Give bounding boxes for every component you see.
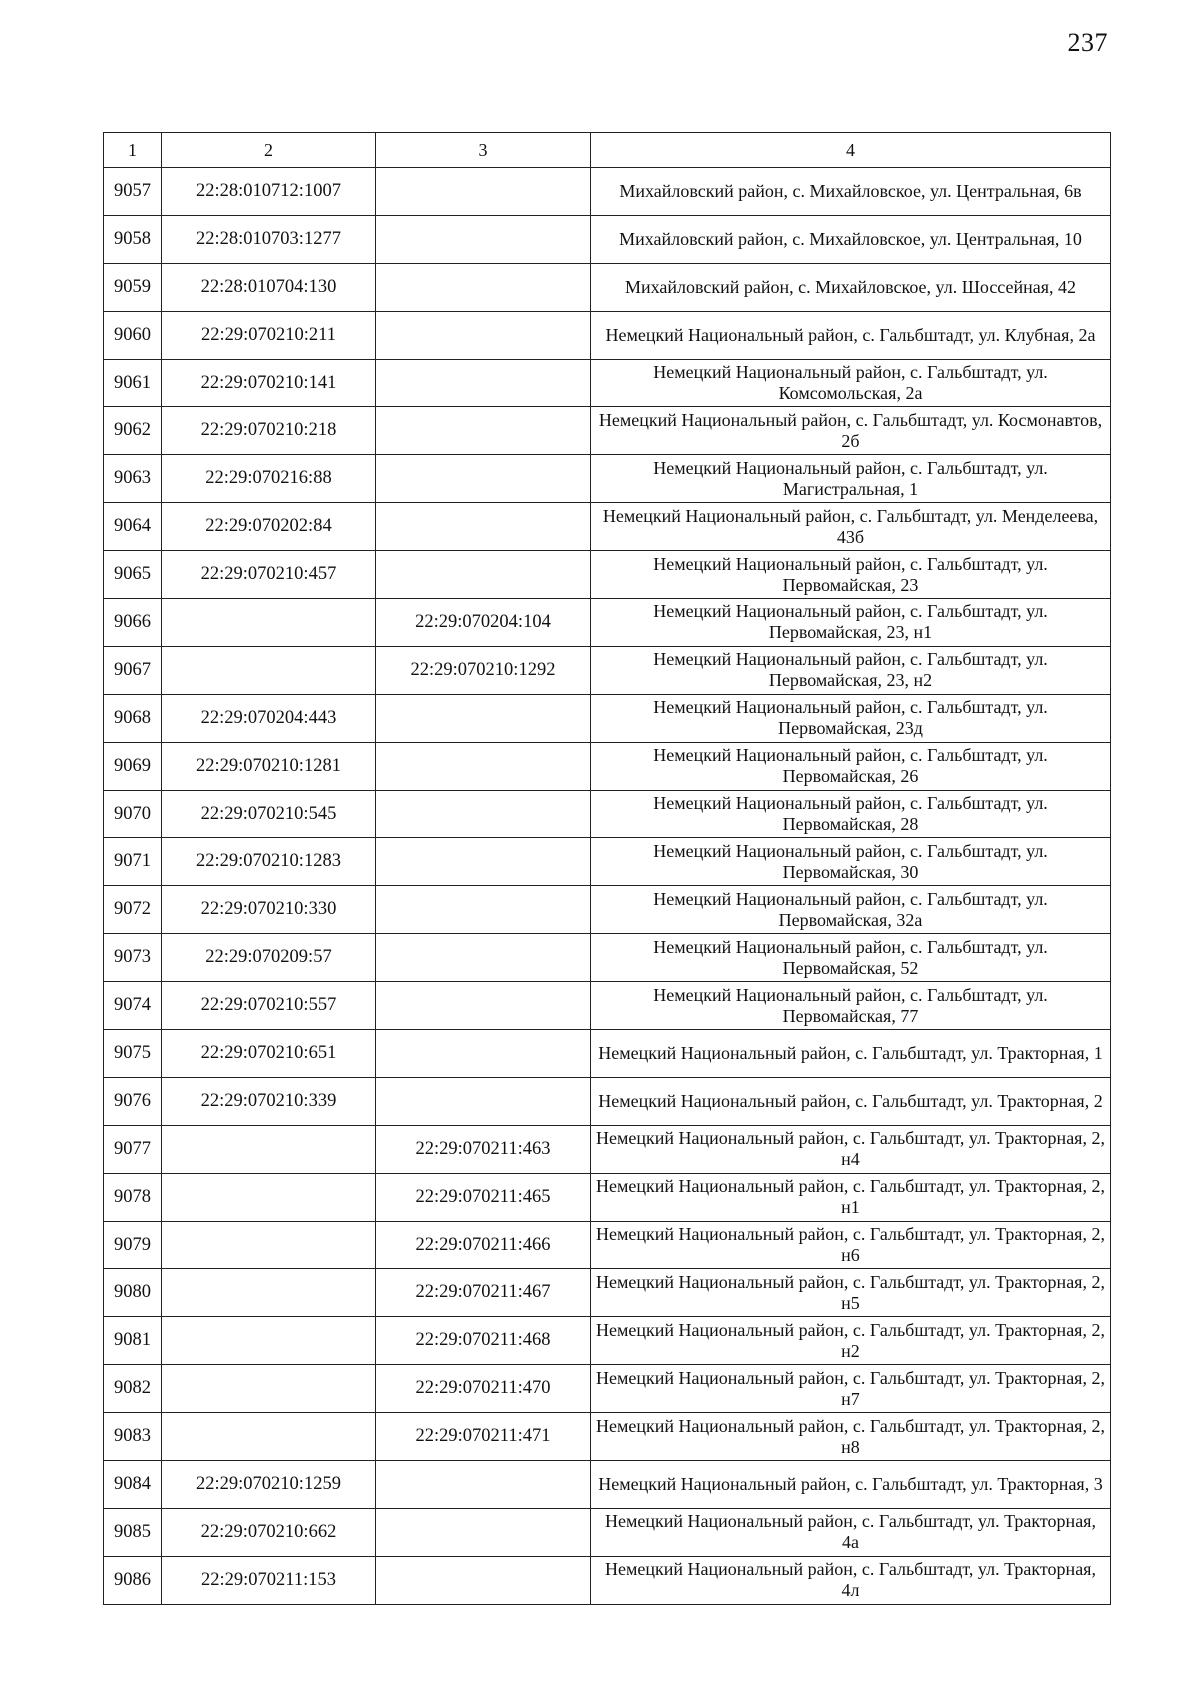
table-row xyxy=(104,215,1111,263)
address-cell: Немецкий Национальный район, с. Гальбштадт, ул. Первомайская, 23, н1 xyxy=(591,599,1111,647)
address-cell: Немецкий Национальный район, с. Гальбштадт, ул. Первомайская, 52 xyxy=(591,934,1111,982)
address-cell: Немецкий Национальный район, с. Гальбштадт, ул. Первомайская, 23 xyxy=(591,551,1111,599)
table-row xyxy=(104,599,1111,647)
table-row xyxy=(104,694,1111,742)
table-header xyxy=(104,133,1111,168)
row-number-cell: 9058 xyxy=(104,215,162,263)
table-row xyxy=(104,1221,1111,1269)
row-number-cell: 9084 xyxy=(104,1461,162,1509)
cadastral-number-alt-cell xyxy=(376,263,591,311)
column-header-4: 4 xyxy=(591,133,1111,168)
cadastral-number-cell xyxy=(162,1125,376,1173)
cadastral-number-alt-cell xyxy=(376,503,591,551)
address-cell: Немецкий Национальный район, с. Гальбштадт, ул. Тракторная, 4а xyxy=(591,1508,1111,1556)
cadastral-number-cell xyxy=(162,1365,376,1413)
address-cell: Немецкий Национальный район, с. Гальбштадт, ул. Первомайская, 23д xyxy=(591,694,1111,742)
cadastral-number-cell xyxy=(162,1317,376,1365)
address-cell: Немецкий Национальный район, с. Гальбштадт, ул. Клубная, 2а xyxy=(591,311,1111,359)
cadastral-number-alt-cell xyxy=(376,1508,591,1556)
row-number-cell: 9076 xyxy=(104,1077,162,1125)
table-row xyxy=(104,1556,1111,1604)
cadastral-number-alt-cell: 22:29:070211:470 xyxy=(376,1365,591,1413)
cadastral-number-cell: 22:29:070210:1283 xyxy=(162,838,376,886)
cadastral-number-alt-cell xyxy=(376,934,591,982)
column-header-1: 1 xyxy=(104,133,162,168)
cadastral-number-cell: 22:29:070216:88 xyxy=(162,455,376,503)
cadastral-number-cell: 22:29:070210:1281 xyxy=(162,742,376,790)
cadastral-number-cell xyxy=(162,1221,376,1269)
cadastral-number-cell: 22:28:010704:130 xyxy=(162,263,376,311)
cadastral-number-alt-cell xyxy=(376,359,591,407)
table-row xyxy=(104,407,1111,455)
table-row xyxy=(104,1365,1111,1413)
column-header-3: 3 xyxy=(376,133,591,168)
row-number-cell: 9057 xyxy=(104,168,162,216)
cadastral-number-alt-cell: 22:29:070211:466 xyxy=(376,1221,591,1269)
cadastral-number-alt-cell: 22:29:070211:467 xyxy=(376,1269,591,1317)
table-row xyxy=(104,1508,1111,1556)
cadastral-number-alt-cell xyxy=(376,838,591,886)
address-cell: Немецкий Национальный район, с. Гальбштадт, ул. Комсомольская, 2а xyxy=(591,359,1111,407)
cadastral-number-alt-cell: 22:29:070211:471 xyxy=(376,1413,591,1461)
row-number-cell: 9085 xyxy=(104,1508,162,1556)
table-row xyxy=(104,455,1111,503)
cadastral-number-cell xyxy=(162,599,376,647)
cadastral-number-cell: 22:29:070202:84 xyxy=(162,503,376,551)
address-cell: Немецкий Национальный район, с. Гальбштадт, ул. Магистральная, 1 xyxy=(591,455,1111,503)
row-number-cell: 9072 xyxy=(104,886,162,934)
address-cell: Немецкий Национальный район, с. Гальбштадт, ул. Тракторная, 2, н5 xyxy=(591,1269,1111,1317)
cadastral-number-alt-cell xyxy=(376,551,591,599)
address-cell: Немецкий Национальный район, с. Гальбштадт, ул. Тракторная, 2, н1 xyxy=(591,1173,1111,1221)
header-row xyxy=(104,133,1111,168)
cadastral-number-cell: 22:29:070210:218 xyxy=(162,407,376,455)
row-number-cell: 9074 xyxy=(104,982,162,1030)
cadastral-number-cell: 22:29:070210:662 xyxy=(162,1508,376,1556)
row-number-cell: 9071 xyxy=(104,838,162,886)
row-number-cell: 9066 xyxy=(104,599,162,647)
row-number-cell: 9069 xyxy=(104,742,162,790)
table-row xyxy=(104,886,1111,934)
table-row xyxy=(104,168,1111,216)
cadastral-number-cell xyxy=(162,646,376,694)
cadastral-number-alt-cell xyxy=(376,1556,591,1604)
cadastral-number-alt-cell xyxy=(376,886,591,934)
table-row xyxy=(104,982,1111,1030)
address-cell: Немецкий Национальный район, с. Гальбштадт, ул. Тракторная, 4л xyxy=(591,1556,1111,1604)
cadastral-number-alt-cell: 22:29:070204:104 xyxy=(376,599,591,647)
row-number-cell: 9063 xyxy=(104,455,162,503)
cadastral-number-cell: 22:29:070210:141 xyxy=(162,359,376,407)
table-row xyxy=(104,1461,1111,1509)
cadastral-number-alt-cell: 22:29:070211:463 xyxy=(376,1125,591,1173)
cadastral-number-alt-cell xyxy=(376,455,591,503)
cadastral-number-cell: 22:29:070211:153 xyxy=(162,1556,376,1604)
table-row xyxy=(104,1125,1111,1173)
cadastral-number-alt-cell xyxy=(376,407,591,455)
column-header-2: 2 xyxy=(162,133,376,168)
address-cell: Немецкий Национальный район, с. Гальбштадт, ул. Первомайская, 28 xyxy=(591,790,1111,838)
cadastral-number-cell xyxy=(162,1173,376,1221)
row-number-cell: 9083 xyxy=(104,1413,162,1461)
cadastral-number-alt-cell xyxy=(376,1030,591,1078)
cadastral-number-cell: 22:28:010712:1007 xyxy=(162,168,376,216)
cadastral-number-alt-cell xyxy=(376,742,591,790)
table-row xyxy=(104,359,1111,407)
cadastral-number-alt-cell xyxy=(376,790,591,838)
row-number-cell: 9077 xyxy=(104,1125,162,1173)
address-cell: Немецкий Национальный район, с. Гальбштадт, ул. Космонавтов, 2б xyxy=(591,407,1111,455)
address-cell: Немецкий Национальный район, с. Гальбштадт, ул. Тракторная, 3 xyxy=(591,1461,1111,1509)
table-row xyxy=(104,1269,1111,1317)
cadastral-number-alt-cell xyxy=(376,1077,591,1125)
address-cell: Немецкий Национальный район, с. Гальбштадт, ул. Первомайская, 26 xyxy=(591,742,1111,790)
row-number-cell: 9070 xyxy=(104,790,162,838)
row-number-cell: 9082 xyxy=(104,1365,162,1413)
address-cell: Немецкий Национальный район, с. Гальбштадт, ул. Тракторная, 2, н7 xyxy=(591,1365,1111,1413)
cadastral-number-cell: 22:29:070210:1259 xyxy=(162,1461,376,1509)
address-cell: Немецкий Национальный район, с. Гальбштадт, ул. Первомайская, 23, н2 xyxy=(591,646,1111,694)
cadastral-number-cell: 22:28:010703:1277 xyxy=(162,215,376,263)
row-number-cell: 9079 xyxy=(104,1221,162,1269)
row-number-cell: 9065 xyxy=(104,551,162,599)
cadastral-number-cell: 22:29:070210:545 xyxy=(162,790,376,838)
cadastral-number-cell: 22:29:070210:457 xyxy=(162,551,376,599)
row-number-cell: 9086 xyxy=(104,1556,162,1604)
table-row xyxy=(104,1317,1111,1365)
address-cell: Немецкий Национальный район, с. Гальбштадт, ул. Тракторная, 2 xyxy=(591,1077,1111,1125)
table-row xyxy=(104,742,1111,790)
cadastral-number-alt-cell: 22:29:070210:1292 xyxy=(376,646,591,694)
page-number: 237 xyxy=(1067,28,1108,57)
table-row xyxy=(104,263,1111,311)
cadastral-number-alt-cell xyxy=(376,694,591,742)
row-number-cell: 9078 xyxy=(104,1173,162,1221)
row-number-cell: 9062 xyxy=(104,407,162,455)
row-number-cell: 9081 xyxy=(104,1317,162,1365)
cadastral-number-alt-cell: 22:29:070211:465 xyxy=(376,1173,591,1221)
cadastral-number-alt-cell: 22:29:070211:468 xyxy=(376,1317,591,1365)
cadastral-number-cell: 22:29:070210:330 xyxy=(162,886,376,934)
table-body xyxy=(104,168,1111,1605)
table-row xyxy=(104,790,1111,838)
address-cell: Михайловский район, с. Михайловское, ул. Центральная, 10 xyxy=(591,215,1111,263)
row-number-cell: 9080 xyxy=(104,1269,162,1317)
row-number-cell: 9064 xyxy=(104,503,162,551)
cadastral-number-alt-cell xyxy=(376,168,591,216)
cadastral-number-cell: 22:29:070209:57 xyxy=(162,934,376,982)
table-row xyxy=(104,1173,1111,1221)
address-cell: Немецкий Национальный район, с. Гальбштадт, ул. Первомайская, 77 xyxy=(591,982,1111,1030)
address-cell: Немецкий Национальный район, с. Гальбштадт, ул. Тракторная, 1 xyxy=(591,1030,1111,1078)
cadastral-number-cell: 22:29:070210:211 xyxy=(162,311,376,359)
table-row xyxy=(104,646,1111,694)
registry-table xyxy=(103,132,1111,1605)
address-cell: Немецкий Национальный район, с. Гальбштадт, ул. Первомайская, 32а xyxy=(591,886,1111,934)
address-cell: Немецкий Национальный район, с. Гальбштадт, ул. Тракторная, 2, н4 xyxy=(591,1125,1111,1173)
table-row xyxy=(104,1413,1111,1461)
address-cell: Михайловский район, с. Михайловское, ул. Центральная, 6в xyxy=(591,168,1111,216)
cadastral-number-cell: 22:29:070210:339 xyxy=(162,1077,376,1125)
row-number-cell: 9061 xyxy=(104,359,162,407)
address-cell: Немецкий Национальный район, с. Гальбштадт, ул. Тракторная, 2, н6 xyxy=(591,1221,1111,1269)
row-number-cell: 9073 xyxy=(104,934,162,982)
cadastral-number-cell xyxy=(162,1413,376,1461)
address-cell: Немецкий Национальный район, с. Гальбштадт, ул. Тракторная, 2, н2 xyxy=(591,1317,1111,1365)
table-row xyxy=(104,311,1111,359)
row-number-cell: 9059 xyxy=(104,263,162,311)
cadastral-number-alt-cell xyxy=(376,982,591,1030)
table-row xyxy=(104,503,1111,551)
table-row xyxy=(104,551,1111,599)
cadastral-number-alt-cell xyxy=(376,215,591,263)
address-cell: Немецкий Национальный район, с. Гальбштадт, ул. Тракторная, 2, н8 xyxy=(591,1413,1111,1461)
row-number-cell: 9075 xyxy=(104,1030,162,1078)
cadastral-number-alt-cell xyxy=(376,1461,591,1509)
table-row xyxy=(104,934,1111,982)
row-number-cell: 9068 xyxy=(104,694,162,742)
cadastral-number-cell: 22:29:070210:557 xyxy=(162,982,376,1030)
address-cell: Немецкий Национальный район, с. Гальбштадт, ул. Первомайская, 30 xyxy=(591,838,1111,886)
cadastral-number-cell xyxy=(162,1269,376,1317)
address-cell: Немецкий Национальный район, с. Гальбштадт, ул. Менделеева, 43б xyxy=(591,503,1111,551)
row-number-cell: 9067 xyxy=(104,646,162,694)
row-number-cell: 9060 xyxy=(104,311,162,359)
table-row xyxy=(104,838,1111,886)
cadastral-number-cell: 22:29:070210:651 xyxy=(162,1030,376,1078)
cadastral-number-alt-cell xyxy=(376,311,591,359)
table-row xyxy=(104,1077,1111,1125)
address-cell: Михайловский район, с. Михайловское, ул. Шоссейная, 42 xyxy=(591,263,1111,311)
table-row xyxy=(104,1030,1111,1078)
cadastral-number-cell: 22:29:070204:443 xyxy=(162,694,376,742)
